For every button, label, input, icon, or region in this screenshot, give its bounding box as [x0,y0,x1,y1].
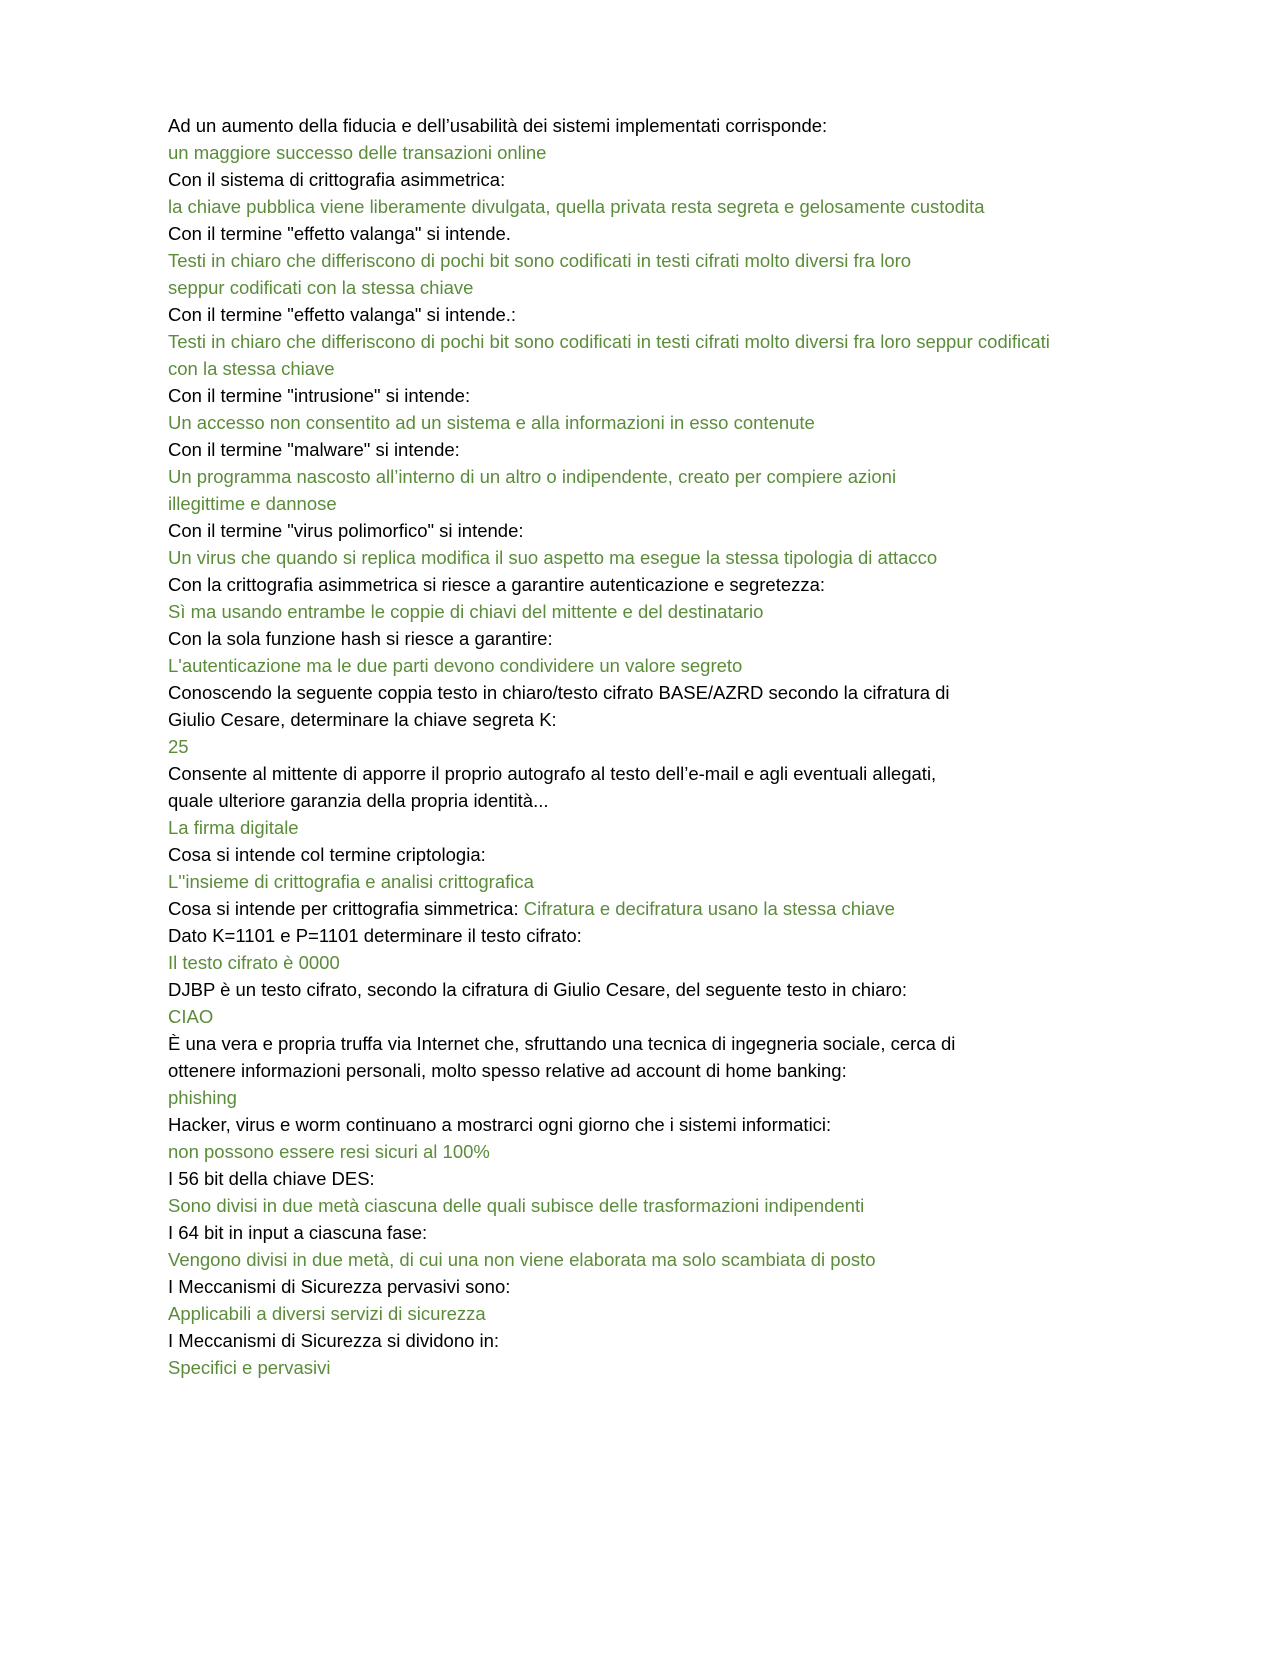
answer-line: Un virus che quando si replica modifica il suo aspetto ma esegue la stessa tipologia di attacco [168,547,938,568]
answer-line: Sono divisi in due metà ciascuna delle quali subisce delle trasformazioni indipendenti [168,1195,865,1216]
question-line: I 56 bit della chiave DES: [168,1168,375,1189]
question-line: quale ulteriore garanzia della propria identità... [168,790,549,811]
answer-line: Specifici e pervasivi [168,1357,331,1378]
answer-line: la chiave pubblica viene liberamente divulgata, quella privata resta segreta e gelosamente custodita [168,196,985,217]
answer-text: Cifratura e decifratura usano la stessa chiave [523,898,895,919]
answer-line: Un accesso non consentito ad un sistema e alla informazioni in esso contenute [168,412,815,433]
question-line: Cosa si intende col termine criptologia: [168,844,486,865]
document-body [168,112,1228,1381]
question-line: Con il termine "virus polimorfico" si intende: [168,520,524,541]
answer-line: phishing [168,1087,237,1108]
question-line: Con il sistema di crittografia asimmetrica: [168,169,506,190]
question-line: I Meccanismi di Sicurezza si dividono in: [168,1330,500,1351]
answer-line: Il testo cifrato è 0000 [168,952,340,973]
answer-line: CIAO [168,1006,214,1027]
answer-line: La firma digitale [168,817,299,838]
question-line: Con il termine "effetto valanga" si intende. [168,223,511,244]
question-line: Con la sola funzione hash si riesce a garantire: [168,628,553,649]
answer-line: non possono essere resi sicuri al 100% [168,1141,490,1162]
answer-line: 25 [168,736,189,757]
answer-line: L''insieme di crittografia e analisi crittografica [168,871,534,892]
question-line: DJBP è un testo cifrato, secondo la cifratura di Giulio Cesare, del seguente testo in chiaro: [168,979,908,1000]
answer-line: seppur codificati con la stessa chiave [168,277,474,298]
question-text: Cosa si intende per crittografia simmetrica: [168,898,524,919]
question-line: Con il termine "intrusione" si intende: [168,385,471,406]
qa-line [168,895,1228,922]
answer-line: Testi in chiaro che differiscono di pochi bit sono codificati in testi cifrati molto diversi fra loro [168,250,912,271]
answer-line: Sì ma usando entrambe le coppie di chiavi del mittente e del destinatario [168,601,764,622]
answer-line: Testi in chiaro che differiscono di pochi bit sono codificati in testi cifrati molto diversi fra loro seppur codificati [168,331,1050,352]
question-line: È una vera e propria truffa via Internet che, sfruttando una tecnica di ingegneria sociale, cerca di [168,1033,956,1054]
question-line: Giulio Cesare, determinare la chiave segreta K: [168,709,557,730]
answer-line: un maggiore successo delle transazioni online [168,142,547,163]
question-line: Ad un aumento della fiducia e dell’usabilità dei sistemi implementati corrisponde: [168,115,828,136]
question-line: Con la crittografia asimmetrica si riesce a garantire autenticazione e segretezza: [168,574,826,595]
question-line: ottenere informazioni personali, molto spesso relative ad account di home banking: [168,1060,847,1081]
answer-line: illegittime e dannose [168,493,337,514]
question-line: Hacker, virus e worm continuano a mostrarci ogni giorno che i sistemi informatici: [168,1114,832,1135]
question-line: Dato K=1101 e P=1101 determinare il testo cifrato: [168,925,582,946]
question-line: Conoscendo la seguente coppia testo in chiaro/testo cifrato BASE/AZRD secondo la cifratura di [168,682,950,703]
question-line: Consente al mittente di apporre il proprio autografo al testo dell’e-mail e agli eventuali allegati, [168,763,937,784]
answer-line: Applicabili a diversi servizi di sicurezza [168,1303,486,1324]
answer-line: Un programma nascosto all’interno di un altro o indipendente, creato per compiere azioni [168,466,897,487]
question-line: I Meccanismi di Sicurezza pervasivi sono: [168,1276,511,1297]
question-line: Con il termine "malware" si intende: [168,439,460,460]
answer-line: L'autenticazione ma le due parti devono condividere un valore segreto [168,655,743,676]
answer-line: con la stessa chiave [168,358,335,379]
answer-line: Vengono divisi in due metà, di cui una non viene elaborata ma solo scambiata di posto [168,1249,876,1270]
question-line: Con il termine "effetto valanga" si intende.: [168,304,517,325]
question-line: I 64 bit in input a ciascuna fase: [168,1222,428,1243]
